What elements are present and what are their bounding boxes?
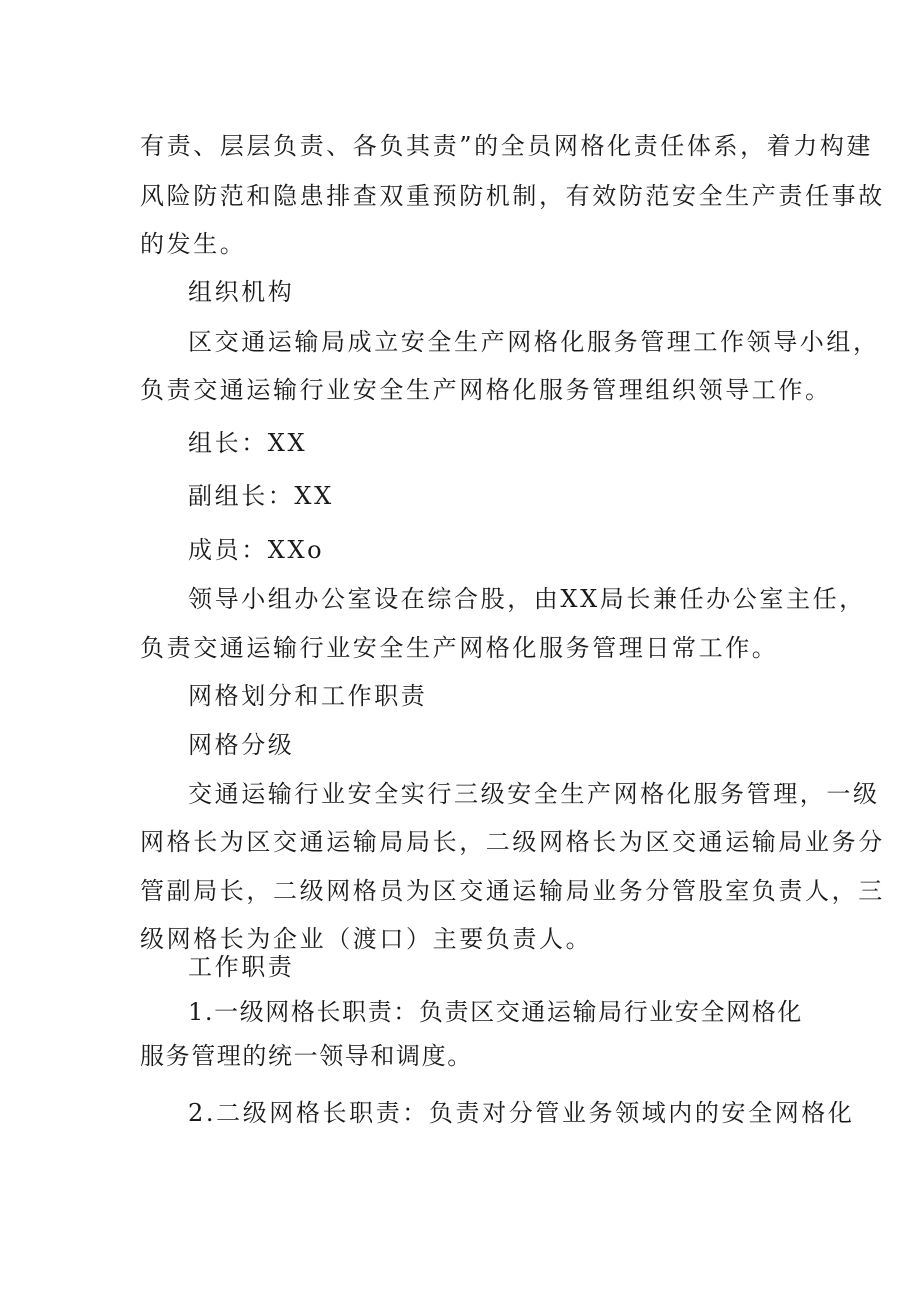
body-text-line: 管副局长，二级网格员为区交通运输局业务分管股室负责人，三 [140,877,885,905]
member-line-leader: 组长：XX [188,429,308,457]
body-text-line: 交通运输行业安全实行三级安全生产网格化服务管理，一级 [188,780,880,808]
list-item-line: 2.二级网格长职责：负责对分管业务领域内的安全网格化 [188,1099,855,1127]
body-text-line: 风险防范和隐患排查双重预防机制，有效防范安全生产责任事故 [140,182,885,210]
section-heading: 工作职责 [188,953,295,981]
list-item-line: 1.一级网格长职责：负责区交通运输局行业安全网格化 [188,998,803,1026]
body-text-line: 区交通运输局成立安全生产网格化服务管理工作领导小组， [188,328,880,356]
body-text-line: 的发生。 [140,230,247,258]
body-text-line: 负责交通运输行业安全生产网格化服务管理日常工作。 [140,634,779,662]
section-heading: 组织机构 [188,278,295,306]
section-heading: 网格分级 [188,731,295,759]
member-line-members: 成员：XXo [188,536,325,564]
body-text-line: 级网格长为企业（渡口）主要负责人。 [140,925,593,953]
body-text-line: 网格长为区交通运输局局长，二级网格长为区交通运输局业务分 [140,828,885,856]
list-item-line: 服务管理的统一领导和调度。 [140,1042,473,1070]
body-text-line: 负责交通运输行业安全生产网格化服务管理组织领导工作。 [140,376,832,404]
section-heading: 网格划分和工作职责 [188,682,428,710]
member-line-deputy: 副组长：XX [188,482,334,510]
body-text-line: 有责、层层负责、各负其责”的全员网格化责任体系，着力构建 [140,132,874,160]
body-text-line: 领导小组办公室设在综合股，由XX局长兼任办公室主任， [188,585,866,613]
